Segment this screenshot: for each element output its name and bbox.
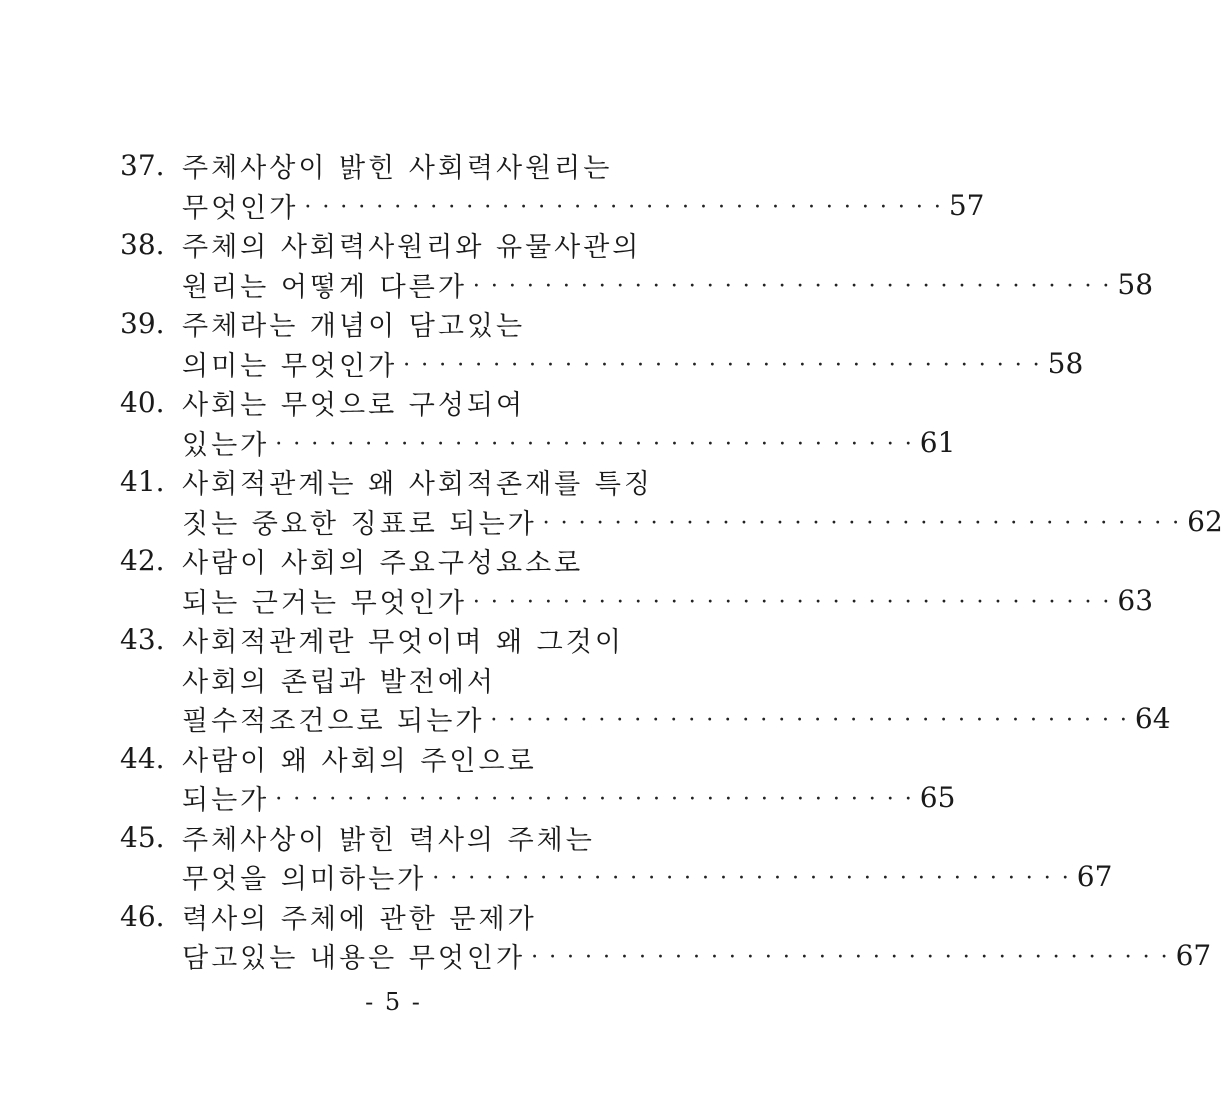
toc-entry[interactable]	[120, 818, 1113, 897]
entry-number: 43.	[120, 623, 165, 657]
toc-line	[120, 383, 660, 423]
entry-title: 원리는 어떻게 다른가	[182, 271, 467, 303]
dot-leader: · · · · · · · · · · · · · · · · · · · · · · · · · · · · · · · · · · · ·	[531, 945, 1170, 971]
toc-line	[120, 778, 956, 818]
toc-line	[120, 304, 660, 344]
toc-line	[120, 818, 660, 858]
dot-leader: · · · · · · · · · · · · · · · · · · · · · · · · · · · · · · · · · · · ·	[432, 866, 1071, 892]
toc-entry[interactable]	[120, 146, 985, 225]
dot-leader: · · · · · · · · · · · · · · · · · · · · · · · · · · · · · · · · · · · ·	[304, 194, 943, 220]
entry-title: 주체사상이 밝힌 사회력사원리는	[182, 153, 613, 185]
entry-page-number: 61	[919, 425, 956, 459]
entry-page-number: 58	[1047, 346, 1084, 380]
entry-page-number: 57	[948, 188, 985, 222]
entry-title: 짓는 중요한 징표로 되는가	[182, 508, 537, 540]
toc-line	[120, 265, 1154, 305]
dot-leader: · · · · · · · · · · · · · · · · · · · · · · · · · · · · · · · · · · · ·	[275, 787, 914, 813]
entry-title: 사람이 왜 사회의 주인으로	[182, 745, 537, 777]
entry-number: 42.	[120, 544, 165, 578]
toc-line	[120, 581, 1154, 621]
entry-title: 사회적관계는 왜 사회적존재를 특징	[182, 469, 653, 501]
entry-title: 주체사상이 밝힌 력사의 주체는	[182, 824, 595, 856]
toc-entry[interactable]	[120, 225, 1154, 304]
toc-line	[120, 186, 985, 226]
toc-line	[120, 502, 1223, 542]
toc-entry[interactable]	[120, 383, 956, 462]
entry-title: 주체의 사회력사원리와 유물사관의	[182, 232, 642, 264]
entry-page-number: 63	[1117, 583, 1154, 617]
toc-entry[interactable]	[120, 620, 1171, 739]
toc-entry[interactable]	[120, 739, 956, 818]
toc-line	[120, 699, 1171, 739]
toc-line	[120, 462, 660, 502]
toc-line	[120, 344, 1084, 384]
entry-number: 40.	[120, 386, 165, 420]
entry-page-number: 58	[1117, 267, 1154, 301]
entry-page-number: 67	[1175, 939, 1212, 973]
entry-title: 필수적조건으로 되는가	[182, 706, 485, 738]
table-of-contents	[120, 146, 1223, 976]
entry-page-number: 62	[1187, 504, 1223, 538]
toc-line	[120, 541, 660, 581]
entry-page-number: 65	[919, 781, 956, 815]
entry-title: 주체라는 개념이 담고있는	[182, 311, 526, 343]
entry-title: 력사의 주체에 관한 문제가	[182, 903, 537, 935]
toc-entry[interactable]	[120, 541, 1154, 620]
entry-title: 무엇을 의미하는가	[182, 864, 427, 896]
entry-title: 의미는 무엇인가	[182, 350, 398, 382]
toc-line	[120, 620, 660, 660]
toc-line	[120, 146, 660, 186]
entry-number: 46.	[120, 899, 165, 933]
entry-number: 37.	[120, 149, 165, 183]
toc-line	[120, 739, 660, 779]
dot-leader: · · · · · · · · · · · · · · · · · · · · · · · · · · · · · · · · · · · ·	[275, 431, 914, 457]
toc-line	[120, 423, 956, 463]
toc-line	[120, 897, 660, 937]
entry-page-number: 64	[1134, 702, 1171, 736]
page-footer-number: - 5 -	[365, 988, 422, 1016]
toc-entry[interactable]	[120, 462, 1223, 541]
entry-number: 44.	[120, 741, 165, 775]
entry-title: 사회의 존립과 발전에서	[182, 666, 496, 698]
entry-number: 38.	[120, 228, 165, 262]
toc-line	[120, 660, 660, 700]
entry-title: 되는 근거는 무엇인가	[182, 587, 467, 619]
entry-number: 41.	[120, 465, 165, 499]
toc-line	[120, 857, 1113, 897]
toc-entry[interactable]	[120, 304, 1084, 383]
toc-line	[120, 225, 660, 265]
entry-number: 45.	[120, 820, 165, 854]
entry-title: 되는가	[182, 785, 270, 817]
dot-leader: · · · · · · · · · · · · · · · · · · · · · · · · · · · · · · · · · · · ·	[472, 273, 1112, 299]
dot-leader: · · · · · · · · · · · · · · · · · · · · · · · · · · · · · · · · · · · ·	[542, 510, 1182, 536]
entry-title: 무엇인가	[182, 192, 299, 224]
entry-title: 있는가	[182, 429, 270, 461]
dot-leader: · · · · · · · · · · · · · · · · · · · · · · · · · · · · · · · · · · · ·	[403, 352, 1042, 378]
dot-leader: · · · · · · · · · · · · · · · · · · · · · · · · · · · · · · · · · · · ·	[490, 708, 1129, 734]
entry-title: 사회적관계란 무엇이며 왜 그것이	[182, 627, 624, 659]
entry-title: 담고있는 내용은 무엇인가	[182, 943, 526, 975]
entry-title: 사회는 무엇으로 구성되여	[182, 390, 526, 422]
toc-entry[interactable]	[120, 897, 1212, 976]
entry-title: 사람이 사회의 주요구성요소로	[182, 548, 584, 580]
toc-line	[120, 936, 1212, 976]
dot-leader: · · · · · · · · · · · · · · · · · · · · · · · · · · · · · · · · · · · ·	[472, 589, 1112, 615]
entry-page-number: 67	[1076, 860, 1113, 894]
entry-number: 39.	[120, 307, 165, 341]
